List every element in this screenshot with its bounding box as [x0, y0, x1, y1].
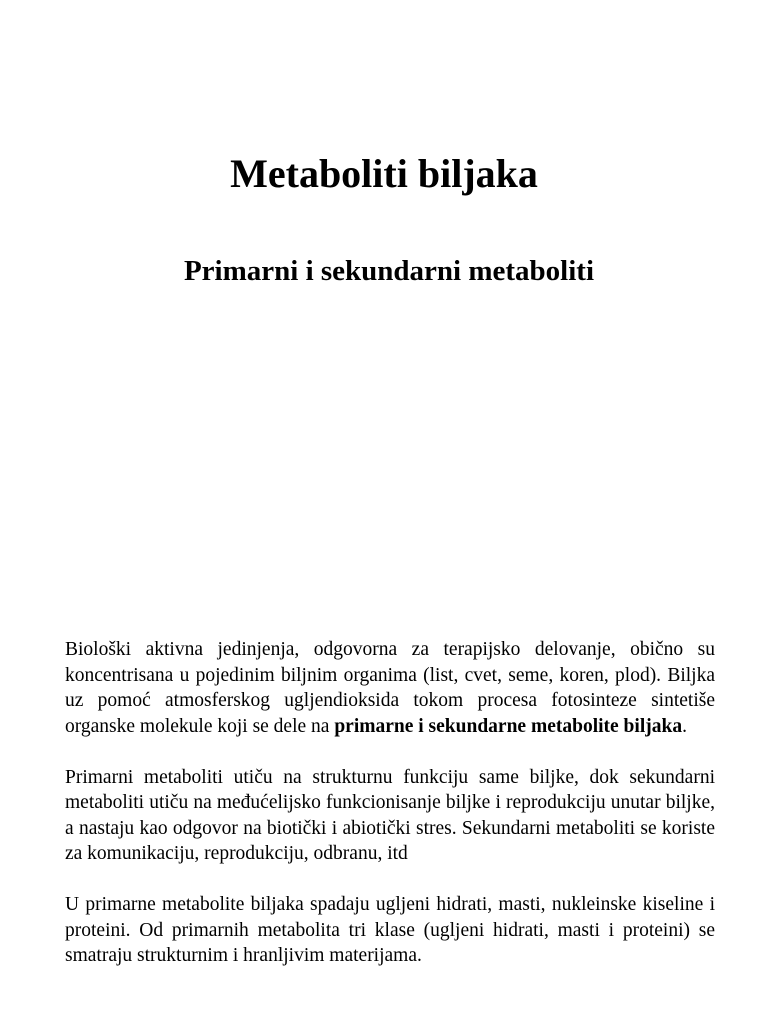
document-subtitle: Primarni i sekundarni metaboliti — [183, 255, 595, 287]
paragraph-intro-text: Biološki aktivna jedinjenja, odgovorna za terapijsko delovanje, obično su koncentrisana u pojedinim biljnim organima (list, cvet, seme, koren, plod). Biljka uz pomoć atmosferskog ugljendioksida tokom procesa fotosinteze sintetiše organske molekule koji se dele na — [65, 639, 715, 737]
paragraph-intro — [65, 637, 715, 739]
paragraph-primary-secondary: Primarni metaboliti utiču na strukturnu funkciju same biljke, dok sekundarni metaboliti utiču na međućelijsko funkcionisanje biljke i reprodukciju unutar biljke, a nastaju kao odgovor na biotički i abiotički stres. Sekundarni metaboliti se koriste za komunikaciju, reprodukciju, odbranu, itd — [65, 766, 715, 864]
paragraph-intro-emphasis: primarne i sekundarne metabolite biljaka — [334, 715, 683, 737]
paragraph-intro-end: . — [682, 715, 687, 737]
document-title: Metaboliti biljaka — [230, 151, 538, 196]
paragraph-primary-metabolites: U primarne metabolite biljaka spadaju ugljeni hidrati, masti, nukleinske kiseline i proteini. Od primarnih metabolita tri klase (ugljeni hidrati, masti i proteini) se smatraju strukturnim i hranljivim materijama. — [65, 894, 715, 966]
document-body — [65, 637, 715, 994]
